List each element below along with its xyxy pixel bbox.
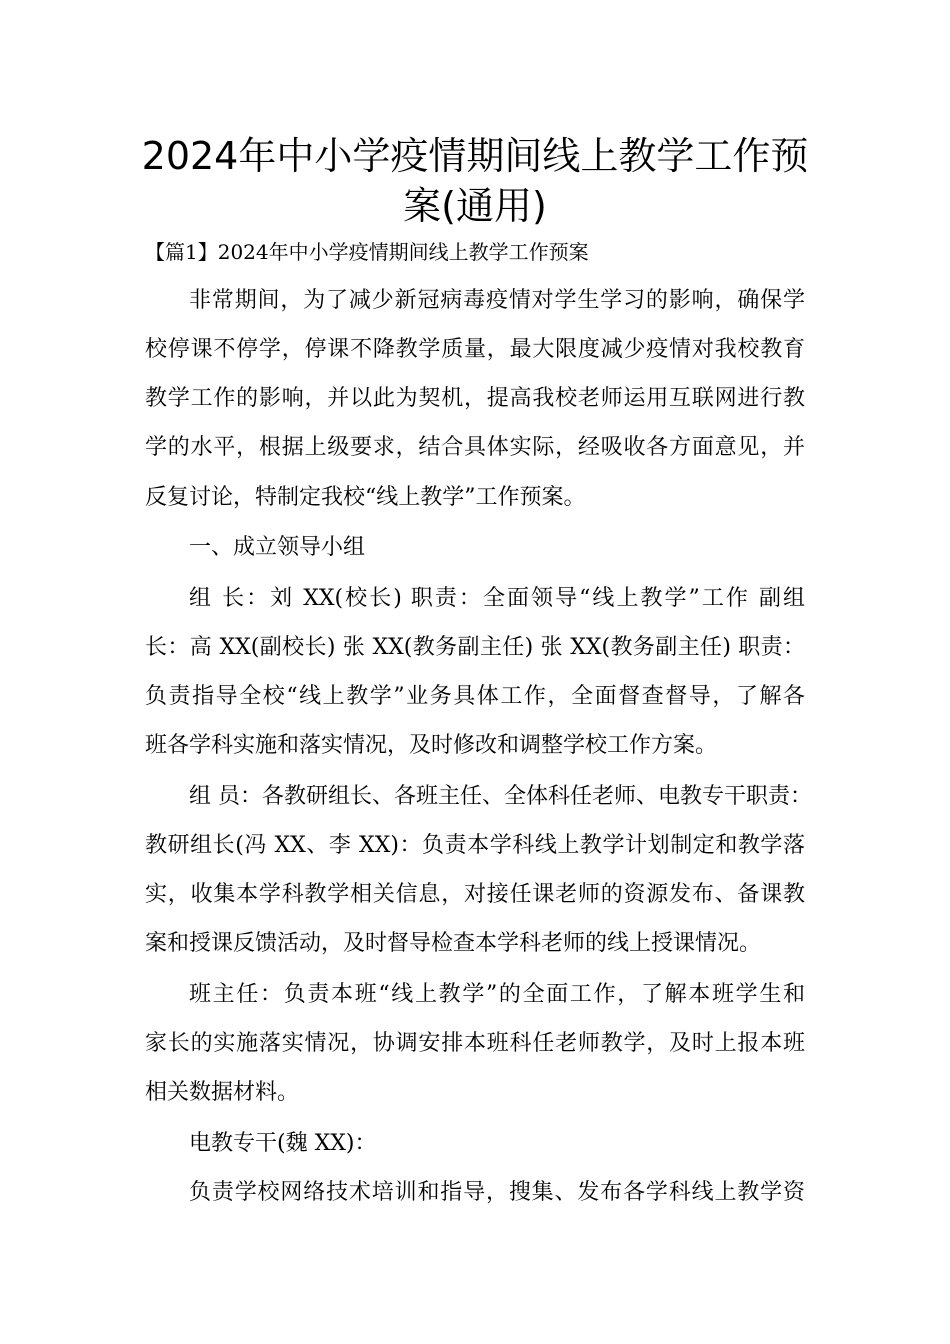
section-title: 【篇1】2024年中小学疫情期间线上教学工作预案 xyxy=(145,240,589,264)
paragraph-line: 班主任：负责本班“线上教学”的全面工作，了解本班学生和 xyxy=(189,982,805,1007)
paragraph-line: 组 长：刘 XX(校长) 职责：全面领导“线上教学”工作 副组 xyxy=(189,586,805,611)
heading-line: 一、成立领导小组 xyxy=(189,535,366,560)
paragraph-line: 反复讨论，特制定我校“线上教学”工作预案。 xyxy=(145,485,586,510)
paragraph-line: 教研组长(冯 XX、李 XX)：负责本学科线上教学计划制定和教学落 xyxy=(145,833,805,858)
paragraph-line: 案和授课反馈活动，及时督导检查本学科老师的线上授课情况。 xyxy=(145,931,762,956)
paragraph-line: 校停课不停学，停课不降教学质量，最大限度减少疫情对我校教育 xyxy=(145,337,805,362)
paragraph-line: 实，收集本学科教学相关信息，对接任课老师的资源发布、备课教 xyxy=(145,882,805,907)
paragraph-line: 非常期间，为了减少新冠病毒疫情对学生学习的影响，确保学 xyxy=(189,288,805,313)
document-title-line-2: 案(通用) xyxy=(403,184,547,228)
document-title-line-1: 2024年中小学疫情期间线上教学工作预 xyxy=(141,134,809,178)
paragraph-line: 学的水平，根据上级要求，结合具体实际，经吸收各方面意见，并 xyxy=(145,435,805,460)
paragraph-line: 负责指导全校“线上教学”业务具体工作，全面督查督导，了解各 xyxy=(145,684,805,709)
paragraph-line: 组 员：各教研组长、各班主任、全体科任老师、电教专干职责： xyxy=(189,784,812,809)
paragraph-line: 班各学科实施和落实情况，及时修改和调整学校工作方案。 xyxy=(145,733,718,758)
paragraph-line: 家长的实施落实情况，协调安排本班科任老师教学，及时上报本班 xyxy=(145,1031,805,1056)
paragraph-line: 相关数据材料。 xyxy=(145,1080,300,1105)
paragraph-line: 教学工作的影响，并以此为契机，提高我校老师运用互联网进行教 xyxy=(145,386,805,411)
paragraph-line: 负责学校网络技术培训和指导，搜集、发布各学科线上教学资 xyxy=(189,1180,805,1205)
paragraph-line: 长：高 XX(副校长) 张 XX(教务副主任) 张 XX(教务副主任) 职责： xyxy=(145,635,805,660)
heading-line: 电教专干(魏 XX)： xyxy=(189,1131,377,1156)
